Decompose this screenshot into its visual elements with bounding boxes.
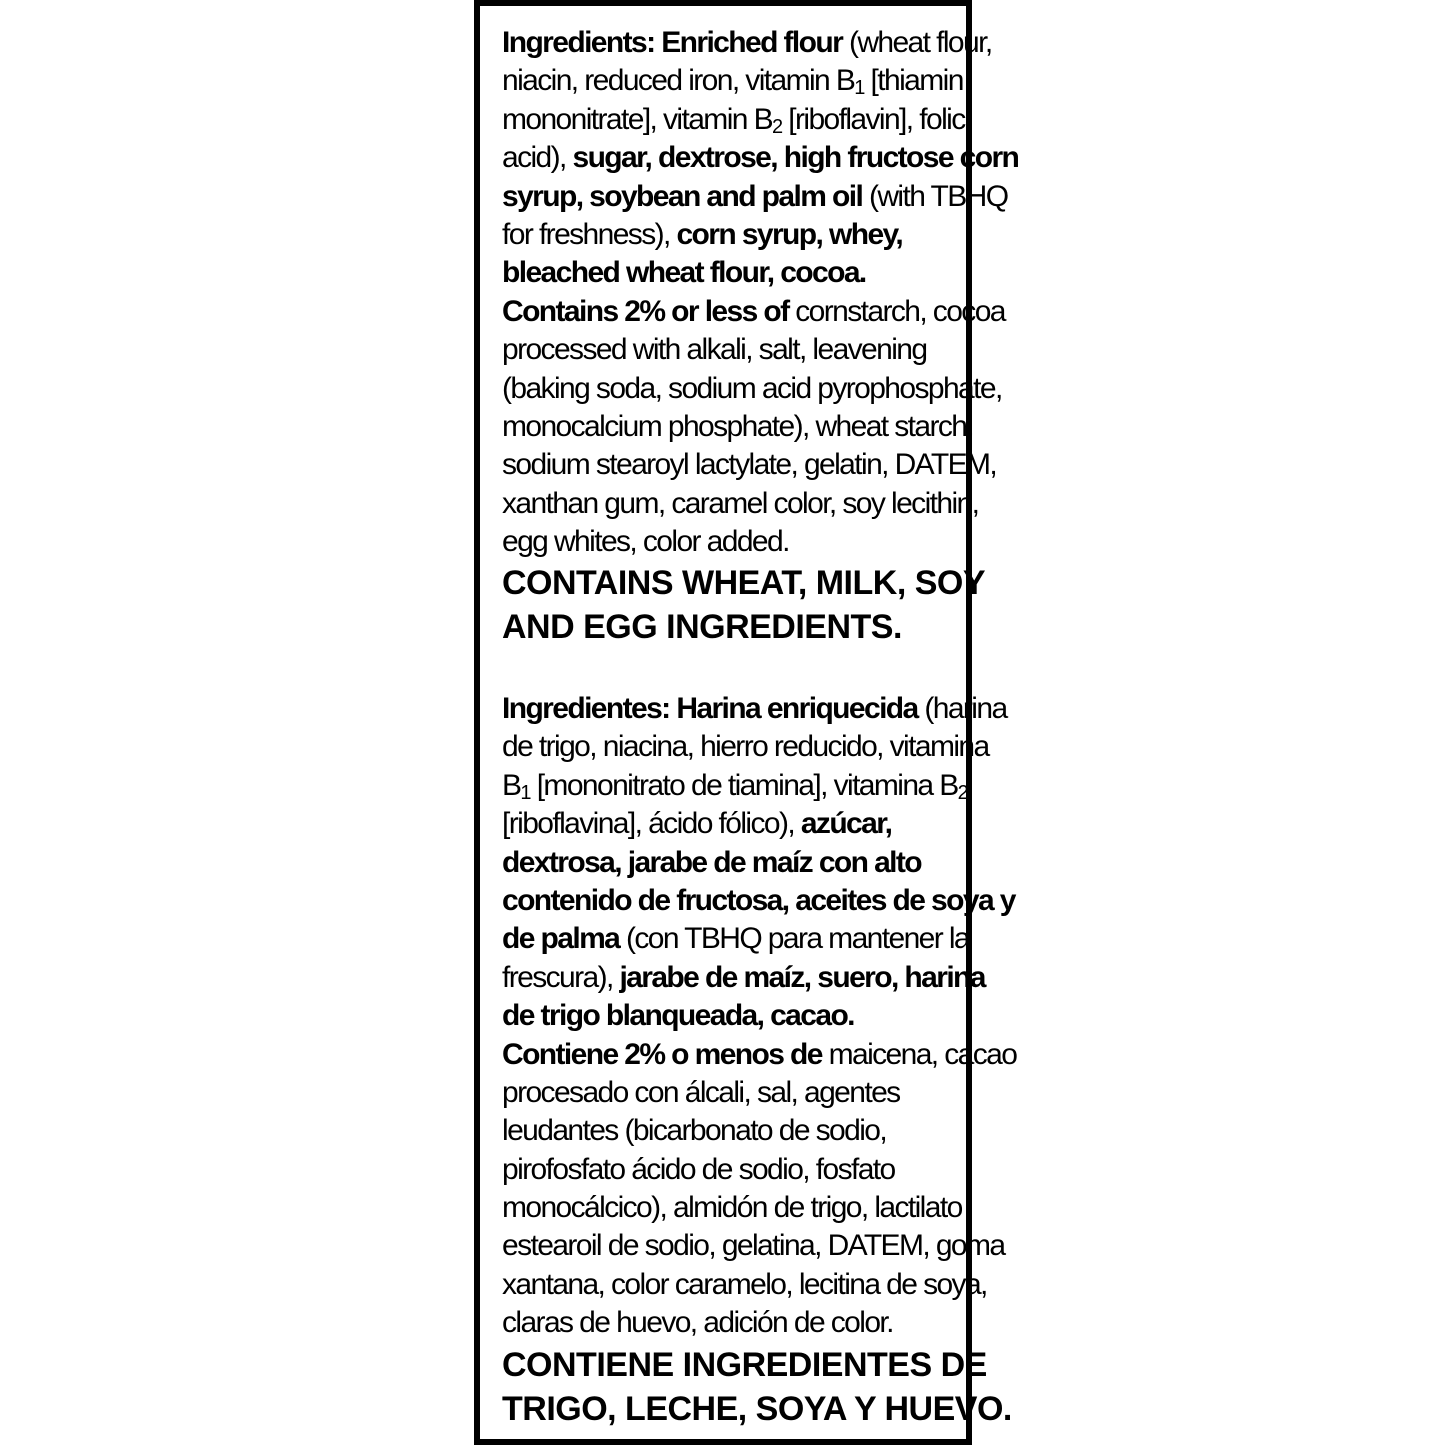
es-subscript-1: 1: [520, 781, 530, 804]
en-flour-detail-3: [thiamin: [863, 64, 963, 98]
es-tbhq-1: (con TBHQ para mantener la: [619, 922, 970, 956]
en-flour-detail-6: acid),: [502, 141, 566, 175]
english-ingredients-section: [502, 24, 1019, 649]
en-tbhq-1: (with TBHQ: [862, 179, 1008, 213]
ingredients-label-panel: [474, 0, 1019, 1445]
es-oils: contenido de fructosa, aceites de soya y: [502, 883, 1015, 917]
es-sugar: azúcar,: [794, 807, 892, 841]
es-allergen-statement-2: TRIGO, LECHE, SOYA Y HUEVO.: [502, 1389, 1012, 1428]
es-allergen-statement-1: CONTIENE INGREDIENTES DE: [502, 1345, 987, 1384]
en-line-9: processed with alkali, salt, leavening: [502, 333, 927, 367]
en-line-4: [502, 139, 1019, 177]
en-contains-label: Contains 2% or less of: [502, 294, 789, 328]
en-line-6: [502, 216, 962, 254]
es-tbhq-2: frescura),: [502, 960, 613, 994]
es-bleached-flour-cocoa: de trigo blanqueada, cacao.: [502, 999, 854, 1033]
es-flour-detail-1: (harina: [917, 692, 1007, 725]
es-enriched-flour: Harina enriquecida: [676, 692, 918, 725]
en-flour-detail-5: [riboflavin], folic: [781, 102, 965, 136]
spanish-ingredients-section: [502, 690, 1017, 1431]
es-line-9: [502, 997, 962, 1035]
en-allergen-statement-1: CONTAINS WHEAT, MILK, SOY: [502, 564, 986, 603]
es-line-3: [502, 767, 968, 805]
en-line-14: egg whites, color added.: [502, 525, 789, 559]
en-allergen-statement-2: AND EGG INGREDIENTS.: [502, 608, 902, 647]
en-oils: syrup, soybean and palm oil: [502, 179, 863, 213]
es-line-11: procesado con álcali, sal, agentes: [502, 1075, 900, 1109]
en-corn-syrup-whey: corn syrup, whey,: [669, 217, 903, 251]
en-line-1: [502, 24, 992, 62]
en-flour-detail-4: mononitrate], vitamin B: [502, 102, 772, 136]
en-line-7: [502, 254, 962, 292]
es-line-16: xantana, color caramelo, lecitina de soya,: [502, 1267, 987, 1301]
en-bleached-flour-cocoa: bleached wheat flour, cocoa.: [502, 256, 866, 290]
es-flour-detail-4: [riboflavina], ácido fólico),: [502, 807, 795, 841]
es-palm: de palma: [502, 922, 620, 956]
en-line-12: sodium stearoyl lactylate, gelatin, DATEM,: [502, 448, 997, 482]
es-flour-detail-3a: B: [502, 768, 521, 802]
en-subscript-2: 2: [772, 115, 782, 138]
es-ingredients-label: Ingredientes:: [502, 692, 670, 725]
en-line-11: monocalcium phosphate), wheat starch,: [502, 409, 974, 443]
en-enriched-flour: Enriched flour: [661, 26, 843, 59]
es-line-6: [502, 882, 1015, 920]
en-line-10: (baking soda, sodium acid pyrophosphate,: [502, 371, 1002, 405]
en-contains-1: cornstarch, cocoa: [788, 294, 1005, 328]
es-line-8: [502, 959, 985, 997]
en-line-5: [502, 178, 1008, 216]
es-sweeteners: dextrosa, jarabe de maíz con alto: [502, 845, 922, 879]
es-line-7: [502, 920, 970, 958]
en-sweeteners: sugar, dextrose, high fructose corn: [565, 141, 1019, 175]
en-flour-detail-1: (wheat flour,: [848, 26, 992, 59]
en-line-13: xanthan gum, caramel color, soy lecithin,: [502, 486, 979, 520]
es-line-15: estearoil de sodio, gelatina, DATEM, goma: [502, 1229, 1005, 1263]
en-line-2: [502, 62, 962, 100]
es-corn-syrup-whey: jarabe de maíz, suero, harina: [612, 960, 985, 994]
es-line-2: de trigo, niacina, hierro reducido, vitamina: [502, 730, 989, 764]
es-line-5: [502, 844, 962, 882]
es-line-13: pirofosfato ácido de sodio, fosfato: [502, 1152, 895, 1186]
es-line-14: monocálcico), almidón de trigo, lactilato: [502, 1191, 962, 1225]
es-line-17: claras de huevo, adición de color.: [502, 1306, 893, 1340]
es-line-1: [502, 690, 1007, 728]
en-line-8: [502, 293, 1005, 331]
es-flour-detail-3b: [mononitrato de tiamina], vitamina B: [529, 768, 958, 802]
en-ingredients-label: Ingredients:: [502, 26, 655, 59]
es-contains-1: maicena, cacao: [821, 1037, 1017, 1071]
es-line-12: leudantes (bicarbonato de sodio,: [502, 1114, 887, 1148]
es-line-4: [502, 805, 962, 843]
en-subscript-1: 1: [854, 77, 864, 100]
en-flour-detail-2: niacin, reduced iron, vitamin B: [502, 64, 855, 98]
es-contains-label: Contiene 2% o menos de: [502, 1037, 822, 1071]
es-line-10: [502, 1036, 1017, 1074]
en-line-3: [502, 101, 965, 139]
en-tbhq-2: for freshness),: [502, 217, 670, 251]
es-subscript-2: 2: [957, 781, 968, 804]
